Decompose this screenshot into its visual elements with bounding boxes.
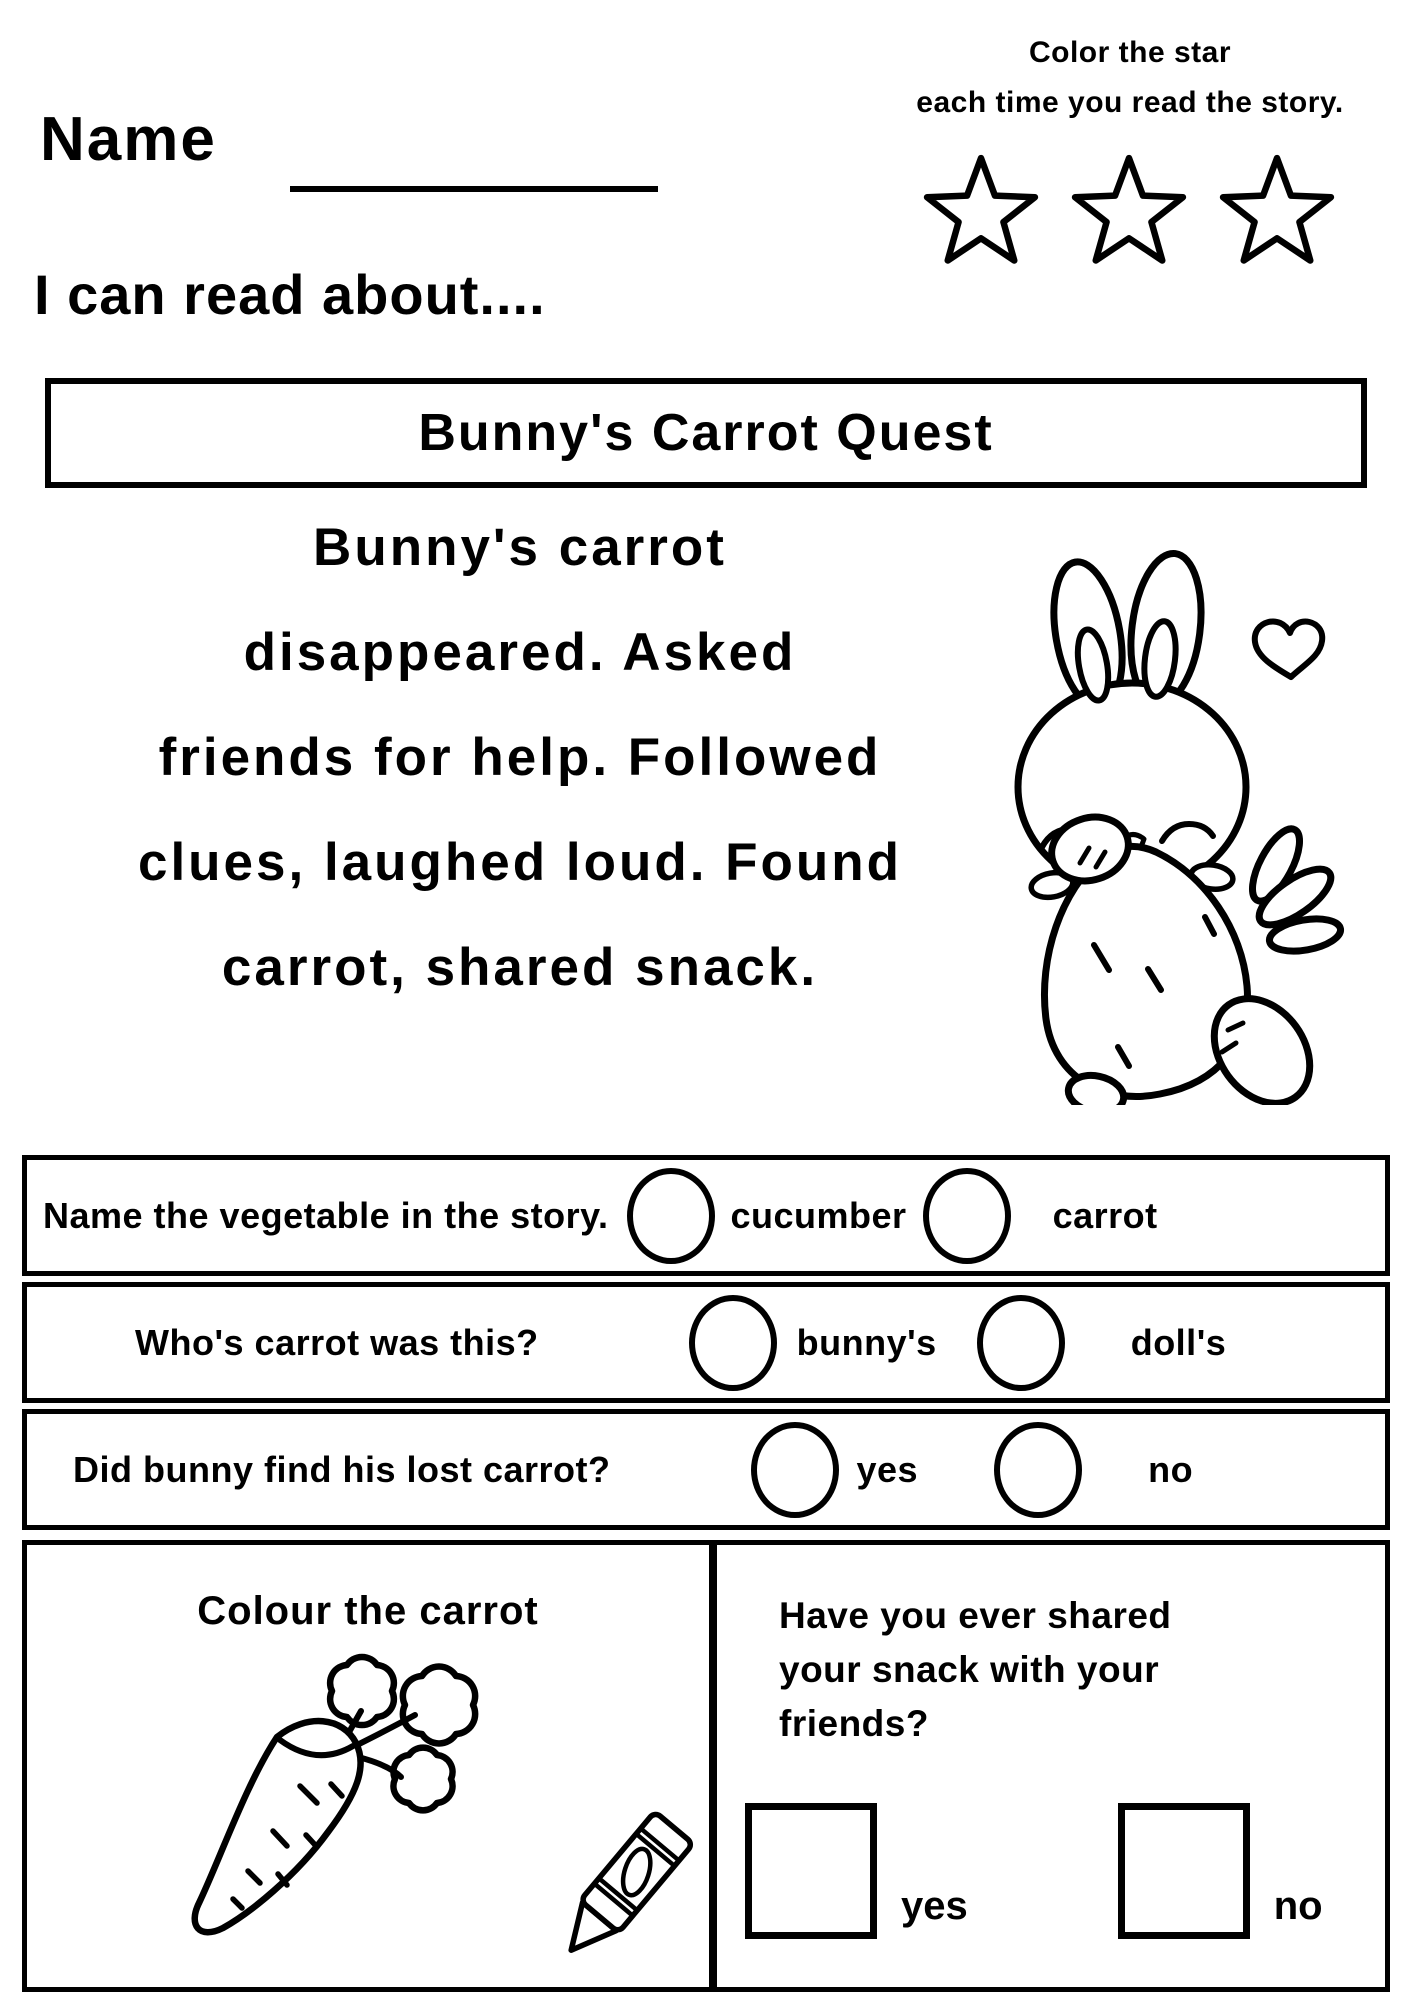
star-instruction bbox=[880, 36, 1380, 120]
share-question-line: friends? bbox=[779, 1703, 929, 1744]
crayon-icon bbox=[535, 1800, 705, 1985]
share-question bbox=[779, 1589, 1172, 1751]
share-snack-panel bbox=[713, 1540, 1390, 1992]
star-instruction-line1: Color the star bbox=[1028, 36, 1232, 69]
name-label: Name bbox=[40, 105, 217, 174]
bunny-hugging-carrot-illustration bbox=[1000, 545, 1360, 1105]
story-line: friends for help. Followed bbox=[158, 728, 882, 787]
heart-icon bbox=[1255, 621, 1322, 677]
story-line: carrot, shared snack. bbox=[221, 938, 819, 997]
answer-label: yes bbox=[856, 1448, 919, 1490]
checkbox-no[interactable] bbox=[1118, 1803, 1250, 1939]
checkbox-yes-label: yes bbox=[901, 1884, 968, 1928]
read-about-heading: I can read about.... bbox=[34, 263, 546, 326]
question-row-3 bbox=[22, 1409, 1390, 1530]
question-prompt: Name the vegetable in the story. bbox=[43, 1194, 609, 1236]
star-icon[interactable] bbox=[922, 148, 1040, 272]
question-row-1 bbox=[22, 1155, 1390, 1276]
share-answer-boxes bbox=[745, 1803, 1323, 1939]
answer-circle-yes[interactable] bbox=[751, 1422, 839, 1518]
checkbox-no-label: no bbox=[1273, 1884, 1323, 1928]
answer-label: carrot bbox=[1052, 1194, 1158, 1236]
answer-circle-dolls[interactable] bbox=[977, 1295, 1065, 1391]
activity-panels bbox=[22, 1540, 1390, 1992]
story-text bbox=[20, 495, 1020, 1020]
name-blank-line[interactable] bbox=[290, 186, 658, 192]
answer-circle-no[interactable] bbox=[994, 1422, 1082, 1518]
answer-circle-carrot[interactable] bbox=[923, 1168, 1011, 1264]
answer-circle-bunnys[interactable] bbox=[689, 1295, 777, 1391]
carrot-colouring-illustration[interactable] bbox=[177, 1645, 507, 1955]
story-line: disappeared. Asked bbox=[243, 623, 797, 682]
colour-carrot-panel bbox=[22, 1540, 713, 1992]
carrot-leaf bbox=[403, 1667, 475, 1744]
story-line: Bunny's carrot bbox=[313, 518, 727, 577]
star-icon[interactable] bbox=[1218, 148, 1336, 272]
comprehension-questions bbox=[22, 1155, 1390, 1536]
answer-label: doll's bbox=[1130, 1321, 1227, 1363]
story-title-box bbox=[45, 378, 1367, 488]
question-prompt: Did bunny find his lost carrot? bbox=[73, 1448, 611, 1490]
checkbox-yes[interactable] bbox=[745, 1803, 877, 1939]
question-prompt: Who's carrot was this? bbox=[135, 1321, 539, 1363]
answer-label: cucumber bbox=[730, 1194, 907, 1236]
share-question-line: your snack with your bbox=[779, 1649, 1160, 1690]
colour-carrot-title: Colour the carrot bbox=[197, 1589, 539, 1633]
question-row-2 bbox=[22, 1282, 1390, 1403]
story-title: Bunny's Carrot Quest bbox=[418, 404, 994, 462]
answer-circle-cucumber[interactable] bbox=[627, 1168, 715, 1264]
story-line: clues, laughed loud. Found bbox=[137, 833, 903, 892]
answer-label: no bbox=[1148, 1448, 1194, 1490]
share-question-line: Have you ever shared bbox=[779, 1595, 1172, 1636]
star-instruction-line2: each time you read the story. bbox=[916, 86, 1344, 119]
star-icon[interactable] bbox=[1070, 148, 1188, 272]
answer-label: bunny's bbox=[796, 1321, 937, 1363]
reading-stars bbox=[922, 148, 1336, 272]
